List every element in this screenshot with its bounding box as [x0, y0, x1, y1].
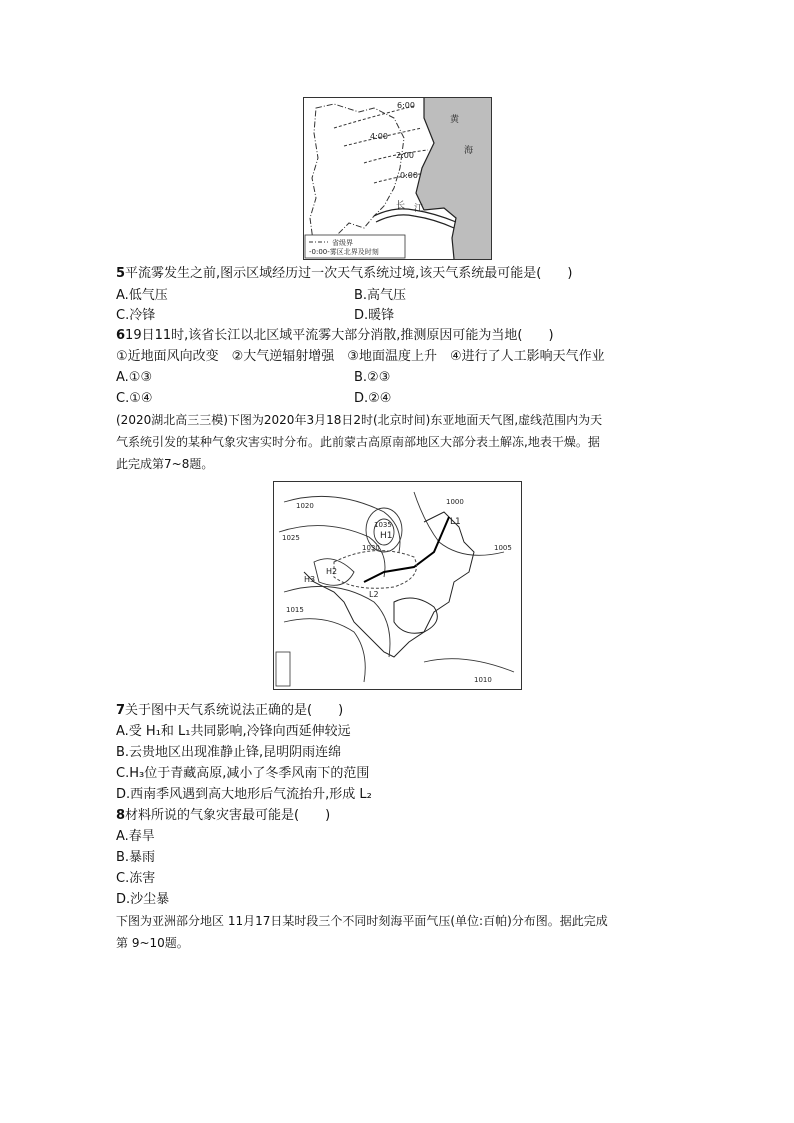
q7-stem: [116, 703, 343, 719]
fog-map-svg: [304, 98, 491, 259]
q6-option-d: D.②④: [354, 391, 392, 406]
q8-option-a: A.春旱: [116, 829, 155, 844]
isobar-label-1030: 1030: [362, 544, 380, 552]
label-200: 2:00: [396, 151, 414, 160]
q8-stem-text: 材料所说的气象灾害最可能是( ): [125, 808, 331, 823]
q5-option-c: C.冷锋: [116, 308, 156, 323]
q6-options-row1: [116, 370, 391, 386]
q8-option-c: C.冻害: [116, 871, 156, 886]
intro910-line1: 下图为亚洲部分地区 11月17日某时段三个不同时刻海平面气压(单位:百帕)分布图。据此完成: [116, 914, 608, 928]
weather-map-figure: [273, 481, 522, 690]
inset-map: [276, 652, 290, 686]
q5-option-d: D.暖锋: [354, 308, 395, 323]
q5-stem-text: 平流雾发生之前,图示区域经历过一次天气系统过境,该天气系统最可能是( ): [125, 266, 573, 281]
q5-option-a: A.低气压: [116, 288, 168, 303]
label-400: 4:00: [370, 132, 388, 141]
q6-option-b: B.②③: [354, 370, 391, 385]
label-000: 0:00: [400, 171, 418, 180]
label-sea2: 海: [464, 146, 474, 156]
center-h1: H1: [380, 531, 393, 541]
label-600: 6:00: [397, 101, 415, 110]
label-river2: 江: [414, 204, 424, 214]
q6-number: 6: [116, 328, 126, 343]
q7-option-d: D.西南季风遇到高大地形后气流抬升,形成 L₂: [116, 787, 372, 802]
intro910-line2: 第 9~10题。: [116, 936, 189, 950]
q8-stem: [116, 808, 330, 824]
label-river1: 长: [396, 201, 406, 211]
isobar-label-1015: 1015: [286, 606, 304, 614]
q6-choices: ①近地面风向改变 ②大气逆辐射增强 ③地面温度上升 ④进行了人工影响天气作业: [116, 349, 605, 364]
isobar-4: [284, 619, 365, 682]
weather-map-svg: [274, 482, 521, 689]
q5-option-b: B.高气压: [354, 288, 407, 303]
isobar-label-1020: 1020: [296, 502, 314, 510]
q5-options-row2: [116, 308, 395, 324]
intro78-line1: (2020湖北高三三模)下图为2020年3月18日2时(北京时间)东亚地面天气图,虚线范围内为天: [116, 413, 603, 427]
center-l2: L2: [369, 590, 379, 599]
center-h2: H2: [326, 567, 338, 576]
q6-option-c: C.①④: [116, 391, 153, 406]
fog-map-figure: [303, 97, 492, 260]
region-outline: [394, 598, 437, 633]
q7-option-a: A.受 H₁和 L₁共同影响,冷锋向西延伸较远: [116, 724, 351, 739]
q8-number: 8: [116, 808, 126, 823]
legend-boundary-text: 省级界: [332, 239, 353, 247]
label-sea1: 黄: [450, 115, 460, 125]
intro78-line2: 气系统引发的某种气象灾害实时分布。此前蒙古高原南部地区大部分表土解冻,地表干燥。据: [116, 435, 600, 449]
q7-option-c: C.H₃位于青藏高原,减小了冬季风南下的范围: [116, 766, 370, 781]
q8-option-d: D.沙尘暴: [116, 892, 170, 907]
q5-number: 5: [116, 266, 126, 281]
q5-stem: [116, 266, 572, 282]
isobar-label-1000: 1000: [446, 498, 464, 506]
isobar-label-1035: 1035: [374, 521, 392, 529]
q7-option-b: B.云贵地区出现准静止锋,昆明阴雨连绵: [116, 745, 342, 760]
legend-fog-text: -0:00-雾区北界及时刻: [309, 248, 379, 256]
isobar-6: [424, 659, 514, 672]
q7-stem-text: 关于图中天气系统说法正确的是( ): [125, 703, 344, 718]
q6-option-a: A.①③: [116, 370, 153, 385]
q6-stem: [116, 328, 554, 344]
q6-stem-text: 19日11时,该省长江以北区域平流雾大部分消散,推测原因可能为当地( ): [125, 328, 554, 343]
q8-option-b: B.暴雨: [116, 850, 156, 865]
q5-options-row1: [116, 288, 407, 304]
q6-options-row2: [116, 391, 392, 407]
center-l1: L1: [450, 517, 461, 527]
q7-number: 7: [116, 703, 126, 718]
center-h3: H3: [304, 575, 316, 584]
isobar-label-1010: 1010: [474, 676, 492, 684]
intro78-line3: 此完成第7~8题。: [116, 457, 214, 471]
isobar-label-1005: 1005: [494, 544, 512, 552]
isobar-label-1025: 1025: [282, 534, 300, 542]
